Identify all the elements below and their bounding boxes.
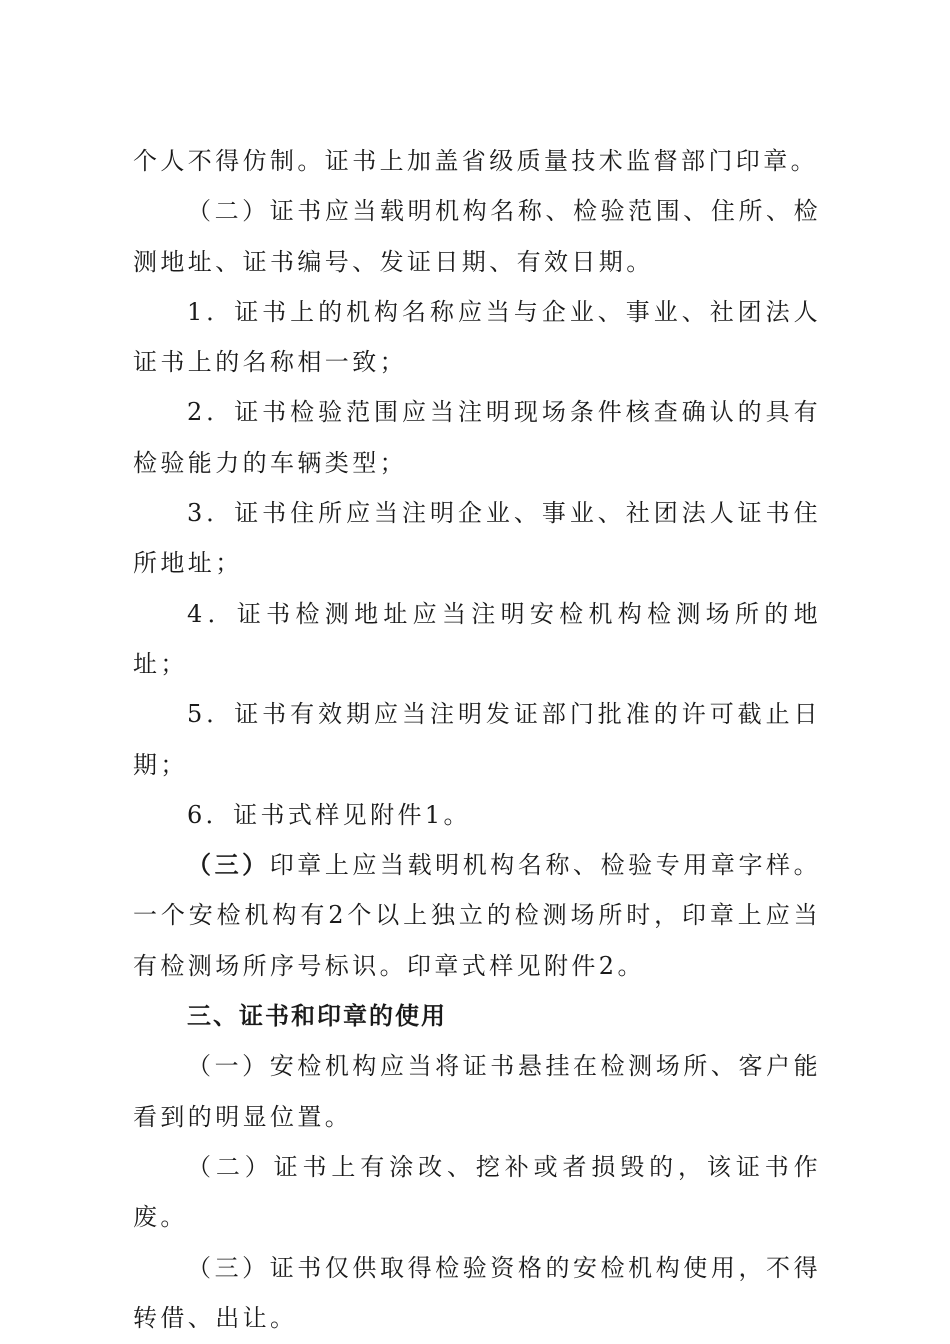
document-body — [133, 136, 821, 1343]
section-heading-3: 三、证书和印章的使用 — [187, 1002, 447, 1031]
paragraph-usage-3: （三）证书仅供取得检验资格的安检机构使用，不得转借、出让。 — [133, 1253, 821, 1332]
paragraph-continuation: 个人不得仿制。证书上加盖省级质量技术监督部门印章。 — [133, 147, 818, 175]
clause-3-marker: （三） — [187, 851, 270, 880]
paragraph-item-4: 4．证书检测地址应当注明安检机构检测场所的地址； — [133, 599, 821, 678]
paragraph-item-3: 3．证书住所应当注明企业、事业、社团法人证书住所地址； — [133, 499, 821, 578]
paragraph-clause-3 — [133, 840, 821, 991]
paragraph-item-6: 6．证书式样见附件1。 — [187, 800, 471, 829]
clause-3-text: 印章上应当载明机构名称、检验专用章字样。一个安检机构有2个以上独立的检测场所时，印章上应当有检测场所序号标识。印章式样见附件2。 — [133, 851, 821, 980]
paragraph-usage-1: （一）安检机构应当将证书悬挂在检测场所、客户能看到的明显位置。 — [133, 1052, 821, 1131]
paragraph-item-2: 2．证书检验范围应当注明现场条件核查确认的具有检验能力的车辆类型； — [133, 398, 821, 477]
paragraph-usage-2: （二）证书上有涂改、挖补或者损毁的，该证书作废。 — [133, 1152, 821, 1232]
paragraph-item-1: 1．证书上的机构名称应当与企业、事业、社团法人证书上的名称相一致； — [133, 297, 821, 377]
paragraph-item-5: 5．证书有效期应当注明发证部门批准的许可截止日期； — [133, 700, 821, 779]
paragraph-clause-2: （二）证书应当载明机构名称、检验范围、住所、检测地址、证书编号、发证日期、有效日期。 — [133, 197, 821, 276]
